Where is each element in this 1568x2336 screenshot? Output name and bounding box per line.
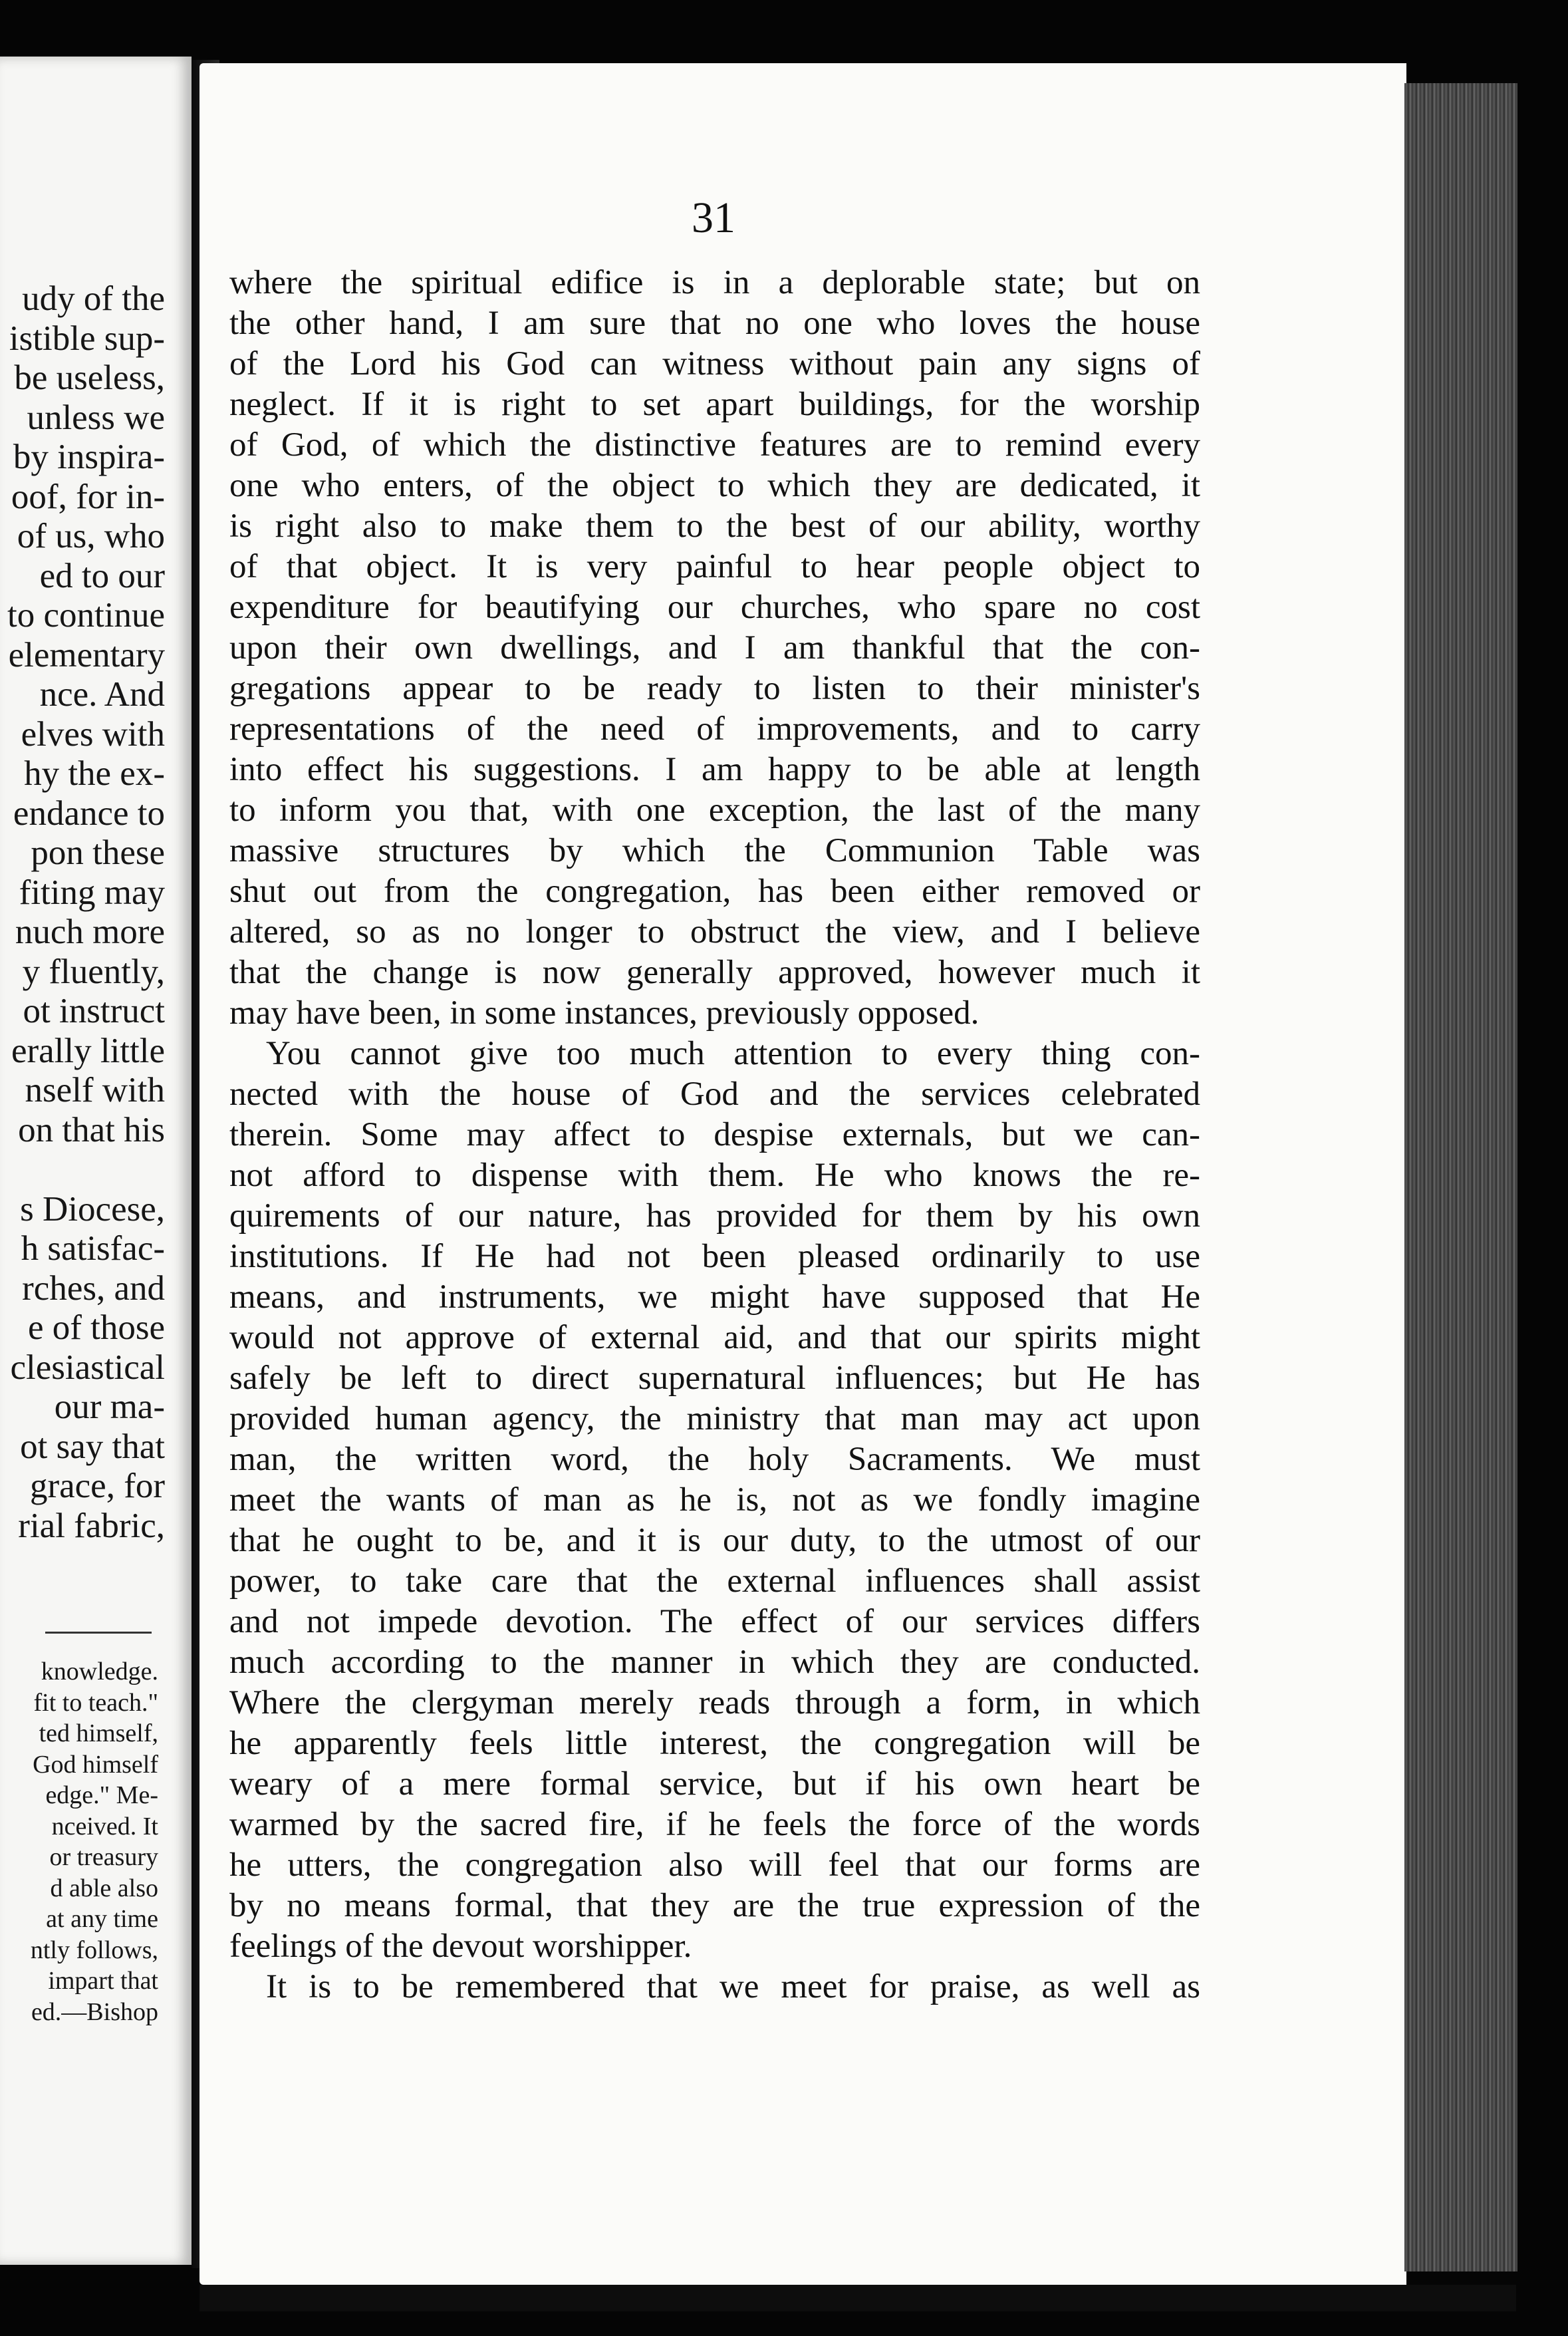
text-line: nected with the house of God and the services celebrated [229, 1076, 1200, 1113]
footnote-line: knowledge. [41, 1658, 158, 1685]
text-line: of that object. It is very painful to hear people object to [229, 548, 1200, 585]
text-line: neglect. If it is right to set apart buildings, for the worship [229, 386, 1200, 423]
left-page-line: istible sup- [9, 319, 165, 358]
left-page-line: unless we [27, 398, 165, 437]
text-line: he apparently feels little interest, the congregation will be [229, 1725, 1200, 1762]
text-line: provided human agency, the ministry that man may act upon [229, 1400, 1200, 1437]
left-page-line: elementary [8, 635, 165, 674]
text-line: of God, of which the distinctive features are to remind every [229, 426, 1200, 464]
text-line: It is to be remembered that we meet for praise, as well as [266, 1968, 1200, 2005]
left-page-line: nuch more [15, 913, 165, 951]
left-page-line [7, 1150, 165, 1190]
left-page-line: y fluently, [22, 952, 165, 991]
text-line: the other hand, I am sure that no one who loves the house [229, 305, 1200, 342]
text-line: therein. Some may affect to despise externals, but we can- [229, 1116, 1200, 1153]
text-line: of the Lord his God can witness without pain any signs of [229, 345, 1200, 382]
left-page-line: ot instruct [23, 992, 165, 1030]
left-page-line: nce. And [39, 675, 165, 714]
left-page-line: by inspira- [13, 438, 165, 476]
footnote-line: impart that [48, 1967, 158, 1995]
text-line: safely be left to direct supernatural influences; but He has [229, 1360, 1200, 1397]
left-page-line: our ma- [54, 1387, 165, 1426]
left-page-line: s Diocese, [20, 1189, 165, 1229]
footnote-line: or treasury [49, 1843, 158, 1871]
left-page-line: rches, and [22, 1268, 165, 1308]
text-line: quirements of our nature, has provided for them by his own [229, 1197, 1200, 1235]
text-line: weary of a mere formal service, but if his own heart be [229, 1765, 1200, 1803]
text-line: You cannot give too much attention to every thing con- [266, 1035, 1200, 1072]
left-page-line: fiting may [19, 873, 165, 912]
text-line: massive structures by which the Communion Table was [229, 832, 1200, 869]
left-page-line: on that his [18, 1110, 165, 1149]
text-line: one who enters, of the object to which they are dedicated, it [229, 467, 1200, 504]
left-facing-page [0, 57, 192, 2265]
left-page-line: of us, who [17, 517, 165, 555]
text-line: and not impede devotion. The effect of our services differs [229, 1603, 1200, 1640]
text-line: into effect his suggestions. I am happy to be able at length [229, 751, 1200, 788]
left-page-line: udy of the [22, 279, 165, 318]
left-page-line: nself with [25, 1071, 165, 1109]
footnote-line: at any time [46, 1905, 158, 1933]
left-page-line: e of those [27, 1308, 165, 1347]
text-line: much according to the manner in which they are conducted. [229, 1644, 1200, 1681]
text-line: by no means formal, that they are the true expression of the [229, 1887, 1200, 1924]
text-line: gregations appear to be ready to listen to their minister's [229, 670, 1200, 707]
left-page-line: endance to [13, 794, 165, 833]
text-line: he utters, the congregation also will feel that our forms are [229, 1846, 1200, 1884]
footnote-line: ntly follows, [30, 1936, 158, 1964]
footnote-line: ed.—Bishop [31, 1997, 158, 2026]
left-page-line: clesiastical [10, 1348, 165, 1387]
text-line: institutions. If He had not been pleased ordinarily to use [229, 1238, 1200, 1275]
footnote-divider [45, 1632, 152, 1634]
text-line: upon their own dwellings, and I am thankful that the con- [229, 629, 1200, 666]
text-line: to inform you that, with one exception, the last of the many [229, 792, 1200, 829]
text-line: shut out from the congregation, has been either removed or [229, 873, 1200, 910]
left-page-line: h satisfac- [21, 1229, 165, 1268]
text-line: means, and instruments, we might have supposed that He [229, 1278, 1200, 1316]
left-page-line: oof, for in- [11, 477, 165, 516]
page-edges [1404, 83, 1517, 2271]
text-line: power, to take care that the external influences shall assist [229, 1562, 1200, 1600]
left-page-line: elves with [21, 714, 165, 754]
footnote-line: edge." Me- [45, 1781, 158, 1809]
left-page-line: rial fabric, [18, 1506, 165, 1545]
left-page-line: hy the ex- [24, 754, 165, 793]
left-page-line: to continue [7, 596, 165, 635]
text-line: Where the clergyman merely reads through a form, in which [229, 1684, 1200, 1721]
left-page-line: pon these [31, 833, 165, 872]
footnote-line: God himself [33, 1750, 158, 1779]
text-line: that the change is now generally approved, however much it [229, 954, 1200, 991]
left-page-line: ot say that [20, 1427, 165, 1466]
text-line: may have been, in some instances, previously opposed. [229, 994, 980, 1032]
bottom-shadow [199, 2285, 1516, 2311]
text-line: altered, so as no longer to obstruct the view, and I believe [229, 913, 1200, 950]
footnote-line: ted himself, [39, 1719, 158, 1747]
page-number: 31 [692, 194, 735, 242]
left-page-line: grace, for [29, 1467, 165, 1505]
text-line: is right also to make them to the best of our ability, worthy [229, 508, 1200, 545]
footnote-line: d able also [50, 1874, 158, 1902]
left-page-line: ed to our [39, 556, 165, 595]
left-page-line: be useless, [14, 359, 165, 397]
text-line: not afford to dispense with them. He who knows the re- [229, 1157, 1200, 1194]
left-page-footnote [31, 1656, 158, 2027]
text-line: meet the wants of man as he is, not as we fondly imagine [229, 1481, 1200, 1519]
text-line: representations of the need of improvements, and to carry [229, 710, 1200, 748]
text-line: where the spiritual edifice is in a deplorable state; but on [229, 264, 1200, 301]
left-page-text [7, 279, 165, 1546]
footnote-line: fit to teach." [33, 1688, 158, 1717]
left-page-line: erally little [11, 1031, 165, 1070]
text-line: would not approve of external aid, and that our spirits might [229, 1319, 1200, 1356]
text-line: expenditure for beautifying our churches, who spare no cost [229, 589, 1200, 626]
text-line: feelings of the devout worshipper. [229, 1928, 692, 1965]
text-line: warmed by the sacred fire, if he feels the force of the words [229, 1806, 1200, 1843]
text-line: man, the written word, the holy Sacraments. We must [229, 1441, 1200, 1478]
footnote-line: nceived. It [51, 1812, 158, 1840]
page-body-text [229, 263, 1200, 2007]
text-line: that he ought to be, and it is our duty, to the utmost of our [229, 1522, 1200, 1559]
